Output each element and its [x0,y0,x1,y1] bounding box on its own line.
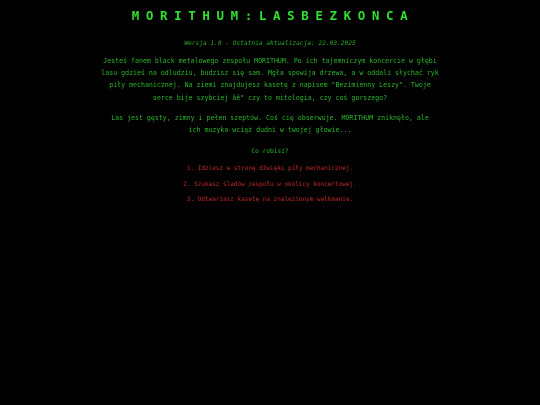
story-paragraph-2: Las jest gęsty, zimny i pełen szeptów. Coś cię obserwuje. MORITHUM zniknęło, ale ich muzyka wciąż dudni w twojej głowie... [111,113,429,135]
choice-label: 1. Idziesz w stronę dźwięku piły mechanicznej. [186,165,354,173]
version-line: Wersja 1.0 - Ostatnia aktualizacja: 22.03.2025 [184,40,356,47]
choice-list [0,164,540,204]
choice-label: 3. Odtwarzasz kasetę na znalezionym walkmanie. [186,196,354,204]
choice-search-band[interactable] [0,180,540,189]
choice-label: 2. Szukasz śladów zespołu w okolicy koncertowej. [183,180,357,188]
choice-prompt: Co robisz? [251,148,289,156]
story-paragraph-1: Jesteś fanem black metalowego zespołu MORITHUM. Po ich tajemniczym koncercie w głębi lasu gdzieś na odludziu, budzisz się sam. Mgła spowija drzewa, a w oddali słychać ryk piły mechanicznej. Na ziemi znajdujesz kasetę z napisem "Bezimienny Leszy". Twoje serce bije szybciej âĕ" czy to mitologia, czy coś gorszego? [101,57,439,102]
choice-play-tape[interactable] [0,195,540,204]
game-title: MORITHUM:LASBEZKONCA [131,8,415,23]
choice-chainsaw[interactable] [0,164,540,173]
